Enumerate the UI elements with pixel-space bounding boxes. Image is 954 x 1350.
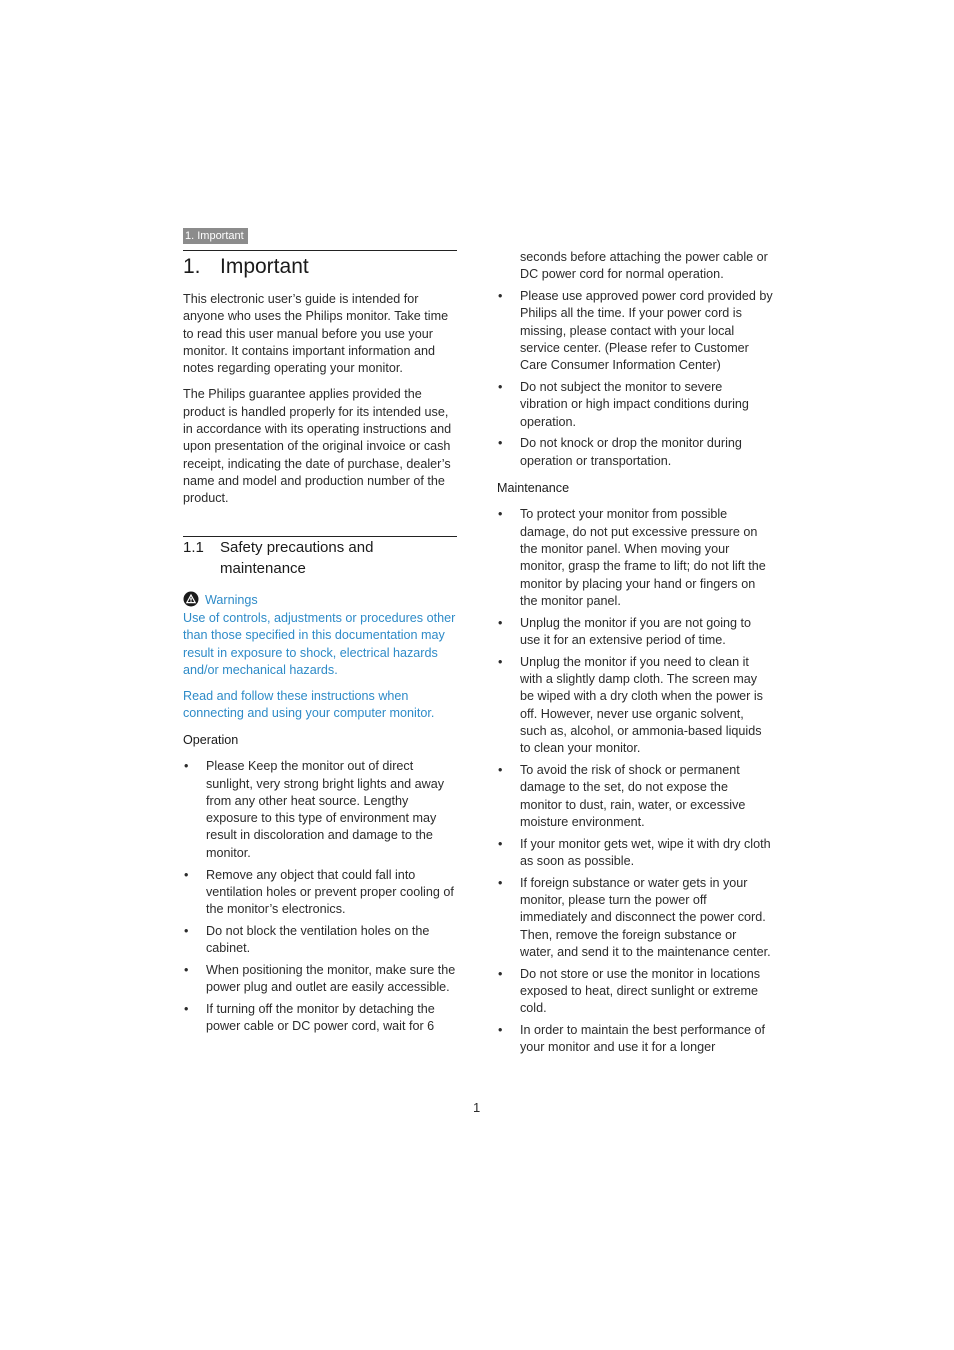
operation-list (183, 758, 458, 1035)
list-item: • Remove any object that could fall into ventilation holes or prevent proper cooling of the monitor’s electronics. (183, 867, 458, 919)
list-item: • Unplug the monitor if you need to clean it with a slightly damp cloth. The screen may be wiped with a dry cloth when the power is off. However, never use organic solvent, such as, alcohol, or ammonia-based liquids to clean your monitor. (497, 654, 773, 758)
list-item: • In order to maintain the best performance of your monitor and use it for a longer (497, 1022, 773, 1057)
list-item: • Do not subject the monitor to severe vibration or high impact conditions during operation. (497, 379, 773, 431)
list-item: • When positioning the monitor, make sure the power plug and outlet are easily accessible. (183, 962, 458, 997)
list-item: • If foreign substance or water gets in your monitor, please turn the power off immediately and disconnect the power cord. Then, remove the foreign substance or water, and send it to the maintenance center. (497, 875, 773, 961)
intro-block (183, 291, 460, 517)
operation-list-continued (497, 288, 773, 470)
list-item: • To protect your monitor from possible damage, do not put excessive pressure on the monitor panel. When moving your monitor, grasp the frame to lift; do not lift the monitor by placing your hand or fingers on the monitor panel. (497, 506, 773, 610)
list-item: • To avoid the risk of shock or permanent damage to the set, do not expose the monitor to dust, rain, water, or excessive moisture environment. (497, 762, 773, 831)
operation-heading: Operation (183, 733, 239, 747)
section-title: Safety precautions and maintenance (220, 539, 374, 577)
list-item: • If your monitor gets wet, wipe it with dry cloth as soon as possible. (497, 836, 773, 871)
operation-block (183, 732, 458, 1040)
section-heading (183, 537, 463, 579)
list-item: • Do not store or use the monitor in locations exposed to heat, direct sunlight or extreme cold. (497, 966, 773, 1018)
title-text: Important (220, 255, 309, 278)
warnings-heading (183, 591, 258, 612)
list-item: • If turning off the monitor by detaching the power cable or DC power cord, wait for 6 (183, 1001, 458, 1036)
continued-text: seconds before attaching the power cable or DC power cord for normal operation. (520, 250, 768, 282)
list-item: • Unplug the monitor if you are not going to use it for an extensive period of time. (497, 615, 773, 650)
intro-paragraph: This electronic user’s guide is intended for anyone who uses the Philips monitor. Take time to read this user manual before you use your monitor. It contains important information and notes regarding operating your monitor. (183, 292, 449, 376)
page-number: 1 (473, 1100, 481, 1115)
list-item: • Do not knock or drop the monitor during operation or transportation. (497, 435, 773, 470)
maintenance-list (497, 506, 773, 1056)
warning-icon (183, 591, 199, 612)
warning-paragraph: Read and follow these instructions when connecting and using your computer monitor. (183, 689, 435, 721)
list-item: • Do not block the ventilation holes on the cabinet. (183, 923, 458, 958)
warnings-text (183, 610, 460, 732)
section-tab: 1. Important (183, 228, 248, 244)
section-number: 1.1 (183, 539, 204, 556)
list-item: • Please use approved power cord provided by Philips all the time. If your power cord is missing, please contact with your local service center. (Please refer to Customer Care Consumer Information Center) (497, 288, 773, 374)
right-column (497, 249, 773, 1061)
maintenance-heading: Maintenance (497, 481, 570, 496)
warnings-title: Warnings (205, 593, 258, 607)
page-title (183, 254, 309, 280)
warning-paragraph: Use of controls, adjustments or procedures other than those specified in this documentation may result in exposure to shock, electrical hazards and/or mechanical hazards. (183, 611, 456, 677)
list-item: • Please Keep the monitor out of direct sunlight, very strong bright lights and away from any other heat source. Lengthy exposure to this type of environment may result in discoloration and damage to the monitor. (183, 758, 458, 862)
title-rule (183, 250, 457, 251)
title-number: 1. (183, 255, 201, 278)
intro-paragraph: The Philips guarantee applies provided the product is handled properly for its intended use, in accordance with its operating instructions and upon presentation of the original invoice or cash receipt, indicating the date of purchase, dealer’s name and model and production number of the product. (183, 387, 452, 506)
